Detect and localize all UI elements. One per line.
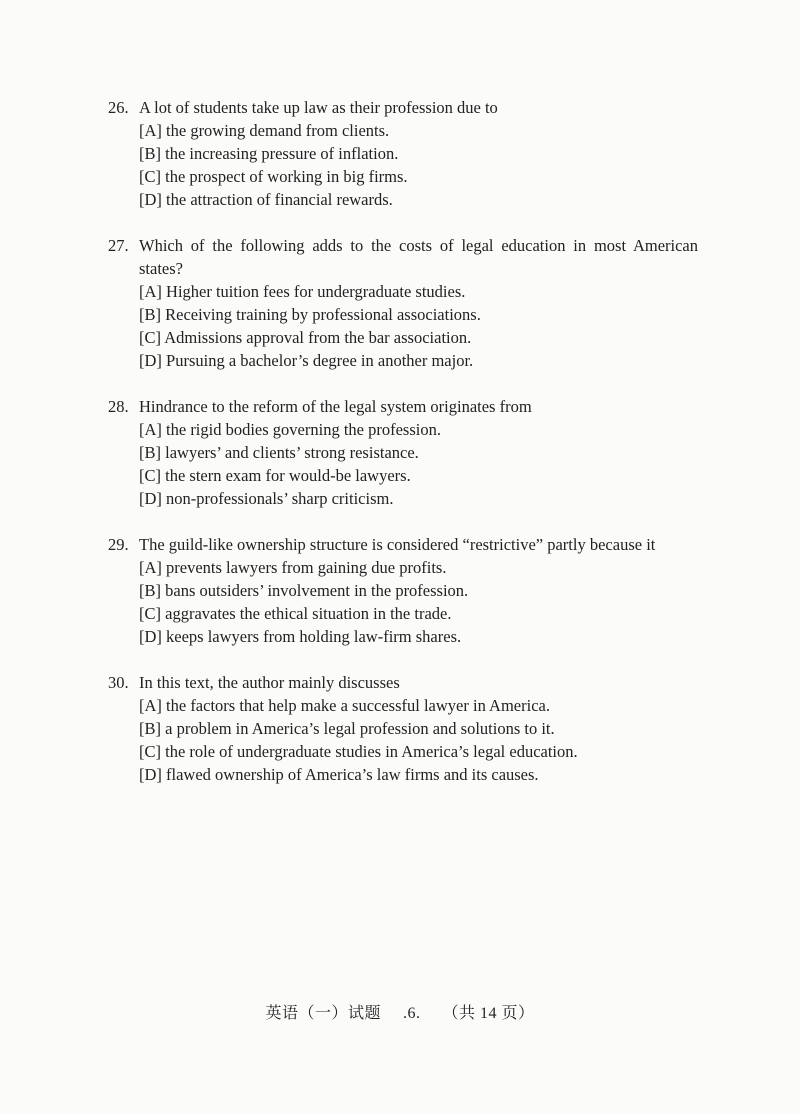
answer-options	[139, 418, 698, 510]
question-list	[108, 96, 698, 809]
question-header	[108, 96, 698, 119]
option-b: [B] a problem in America’s legal profession and solutions to it.	[139, 719, 555, 738]
question-30	[108, 671, 698, 786]
question-29	[108, 533, 698, 648]
option-a: [A] the rigid bodies governing the profession.	[139, 420, 441, 439]
question-stem: A lot of students take up law as their profession due to	[139, 98, 498, 117]
question-stem: In this text, the author mainly discusses	[139, 673, 400, 692]
option-a: [A] the growing demand from clients.	[139, 121, 390, 140]
question-stem: Hindrance to the reform of the legal system originates from	[139, 397, 532, 416]
question-stem: Which of the following adds to the costs of legal education in most American states?	[139, 236, 698, 278]
option-c: [C] Admissions approval from the bar association.	[139, 328, 472, 347]
option-c: [C] the role of undergraduate studies in America’s legal education.	[139, 742, 578, 761]
footer-page-number: .6.	[403, 1005, 421, 1022]
option-b: [B] the increasing pressure of inflation.	[139, 144, 399, 163]
question-number: 28.	[108, 397, 129, 416]
option-a: [A] prevents lawyers from gaining due profits.	[139, 558, 447, 577]
question-27	[108, 234, 698, 372]
question-26	[108, 96, 698, 211]
option-c: [C] aggravates the ethical situation in the trade.	[139, 604, 452, 623]
question-number: 30.	[108, 673, 129, 692]
option-d: [D] the attraction of financial rewards.	[139, 190, 393, 209]
question-header	[108, 395, 698, 418]
option-d: [D] flawed ownership of America’s law firms and its causes.	[139, 765, 539, 784]
question-header	[108, 234, 698, 280]
question-stem: The guild-like ownership structure is considered “restrictive” partly because it	[139, 535, 656, 554]
answer-options	[139, 556, 698, 648]
option-c: [C] the stern exam for would-be lawyers.	[139, 466, 411, 485]
question-header	[108, 671, 698, 694]
option-d: [D] Pursuing a bachelor’s degree in another major.	[139, 351, 474, 370]
option-d: [D] non-professionals’ sharp criticism.	[139, 489, 394, 508]
answer-options	[139, 280, 698, 372]
answer-options	[139, 119, 698, 211]
option-b: [B] Receiving training by professional associations.	[139, 305, 481, 324]
page-footer	[0, 1003, 800, 1025]
answer-options	[139, 694, 698, 786]
option-d: [D] keeps lawyers from holding law-firm shares.	[139, 627, 462, 646]
question-28	[108, 395, 698, 510]
question-number: 29.	[108, 535, 129, 554]
option-b: [B] bans outsiders’ involvement in the profession.	[139, 581, 469, 600]
question-number: 27.	[108, 236, 129, 255]
question-header	[108, 533, 698, 556]
question-number: 26.	[108, 98, 129, 117]
option-a: [A] the factors that help make a successful lawyer in America.	[139, 696, 550, 715]
footer-total-pages: （共 14 页）	[442, 1005, 535, 1022]
footer-subject: 英语（一）试题	[265, 1005, 381, 1022]
option-c: [C] the prospect of working in big firms.	[139, 167, 408, 186]
option-a: [A] Higher tuition fees for undergraduate studies.	[139, 282, 466, 301]
option-b: [B] lawyers’ and clients’ strong resistance.	[139, 443, 419, 462]
